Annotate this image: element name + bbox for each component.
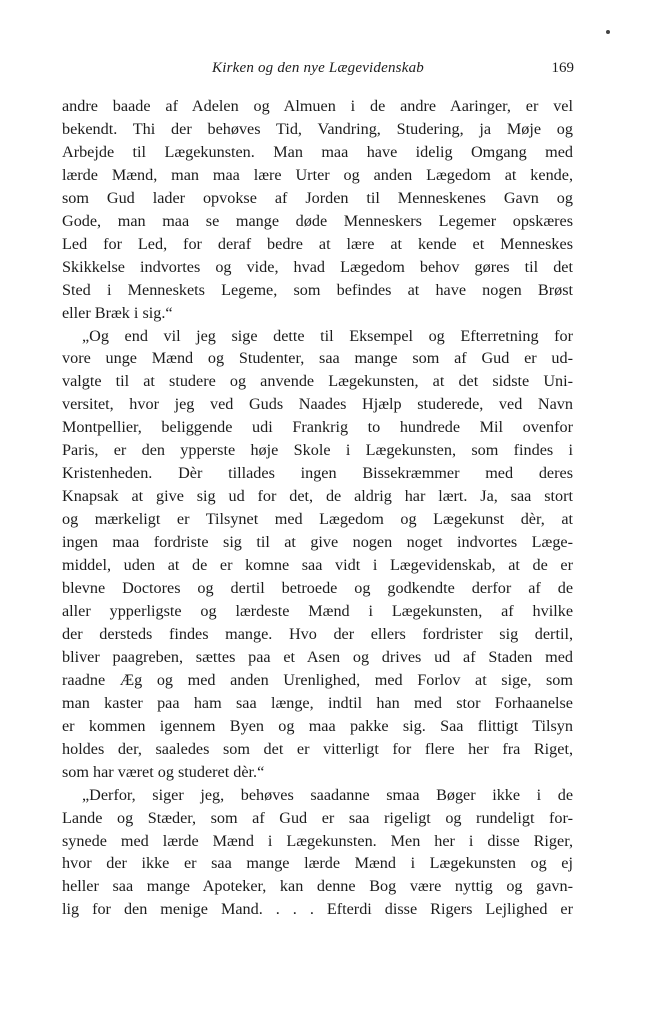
body-text	[62, 95, 573, 921]
text-line: „Og end vil jeg sige dette til Eksempel og Efterretning for	[82, 326, 573, 345]
text-line: andre baade af Adelen og Almuen i de andre Aaringer, er vel	[62, 97, 573, 115]
text-line: Skikkelse indvortes og vide, hvad Lægedom behov gøres til det	[62, 257, 573, 276]
text-line: Arbejde til Lægekunsten. Man maa have idelig Omgang med	[62, 142, 573, 161]
text-line: Knapsak at give sig ud for det, de aldrig har lært. Ja, saa stort	[62, 487, 573, 506]
text-line: aller ypperligste og lærdeste Mænd i Lægekunsten, af hvilke	[62, 601, 573, 620]
text-line: Sted i Menneskets Legeme, som befindes at have nogen Brøst	[62, 280, 573, 299]
text-line: vore unge Mænd og Studenter, saa mange som af Gud er ud-	[62, 349, 573, 368]
text-line: Kristenheden. Dèr tillades ingen Bissekræmmer med deres	[62, 464, 573, 483]
text-line: middel, uden at de er komne saa vidt i Lægevidenskab, at de er	[62, 556, 573, 575]
text-line: som Gud lader opvokse af Jorden til Menneskenes Gavn og	[62, 188, 573, 207]
text-line: holdes der, saaledes som det er vitterligt for flere her fra Riget,	[62, 739, 573, 758]
running-title: Kirken og den nye Lægevidenskab	[212, 60, 424, 76]
text-line: Led for Led, for deraf bedre at lære at kende et Menneskes	[62, 234, 573, 253]
text-line: bliver paagreben, sættes paa et Asen og drives ud af Staden med	[62, 647, 573, 666]
text-line: synede med lærde Mænd i Lægekunsten. Men her i disse Riger,	[62, 831, 573, 850]
text-line: bekendt. Thi der behøves Tid, Vandring, Studering, ja Møje og	[62, 119, 573, 138]
ink-speck	[606, 30, 610, 34]
text-line: Montpellier, beliggende udi Frankrig to hundrede Mil ovenfor	[62, 418, 573, 437]
text-line: „Derfor, siger jeg, behøves saadanne smaa Bøger ikke i de	[82, 785, 573, 804]
page-number: 169	[551, 60, 574, 76]
text-line: eller Bræk i sig.“	[62, 303, 173, 322]
text-line: hvor der ikke er saa mange lærde Mænd i Lægekunsten og ej	[62, 854, 573, 873]
running-head	[62, 60, 574, 82]
text-line: heller saa mange Apoteker, kan denne Bog være nyttig og gavn-	[62, 877, 573, 896]
text-line: Lande og Stæder, som af Gud er saa rigeligt og rundeligt for-	[62, 808, 573, 827]
text-line: lig for den menige Mand. . . . Efterdi disse Rigers Lejlighed er	[62, 900, 573, 919]
text-line: raadne Æg og med anden Urenlighed, med Forlov at sige, som	[62, 670, 573, 689]
text-line: man kaster paa ham saa længe, indtil han med stor Forhaanelse	[62, 693, 573, 712]
text-line: versitet, hvor jeg ved Guds Naades Hjælp studerede, ved Navn	[62, 395, 573, 414]
text-line: er kommen igennem Byen og maa pakke sig. Saa flittigt Tilsyn	[62, 716, 573, 735]
text-line: Paris, er den ypperste høje Skole i Lægekunsten, som findes i	[62, 441, 573, 460]
text-line: der dersteds findes mange. Hvo der ellers fordrister sig dertil,	[62, 624, 573, 643]
text-line: ingen maa fordriste sig til at give nogen noget indvortes Læge-	[62, 533, 573, 552]
text-line: blevne Doctores og dertil betroede og godkendte derfor af de	[62, 579, 573, 598]
text-line: lærde Mænd, man maa lære Urter og anden Lægedom at kende,	[62, 165, 573, 184]
text-line: og mærkeligt er Tilsynet med Lægedom og Lægekunst dèr, at	[62, 510, 573, 529]
text-line: valgte til at studere og anvende Lægekunsten, at det sidste Uni-	[62, 372, 573, 391]
text-line: Gode, man maa se mange døde Menneskers Legemer opskæres	[62, 211, 573, 230]
text-line: som har været og studeret dèr.“	[62, 762, 265, 781]
